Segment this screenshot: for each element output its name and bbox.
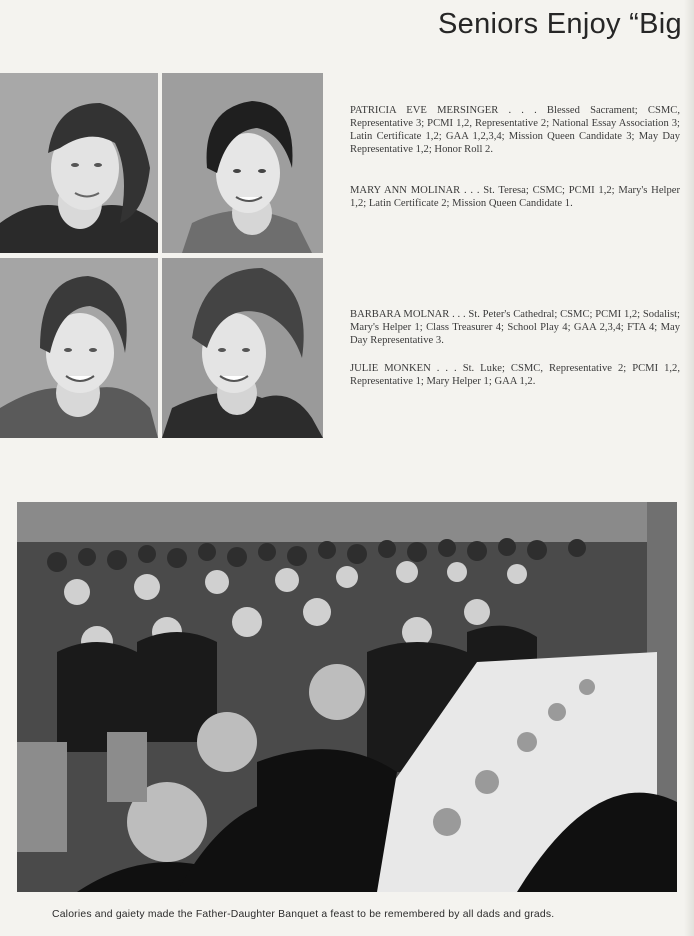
bio-mersinger: PATRICIA EVE MERSINGER . . . Blessed Sacrament; CSMC, Representative 3; PCMI 1,2, Representative 2; National Essay Association 3; Latin Certificate 1,2; GAA 1,2,3,4; Mission Queen Candidate 3; May Day Representative 1,2; Honor Roll 2. — [350, 105, 680, 155]
banquet-photo — [17, 502, 677, 892]
portrait-photo-mersinger — [0, 73, 158, 253]
page-edge-shadow — [684, 0, 694, 936]
page-headline: Seniors Enjoy “Big — [438, 8, 682, 40]
banquet-caption: Calories and gaiety made the Father-Daughter Banquet a feast to be remembered by all dads and grads. — [52, 909, 555, 920]
bio-molinar: MARY ANN MOLINAR . . . St. Teresa; CSMC; PCMI 1,2; Mary's Helper 1,2; Latin Certificate 2; Mission Queen Candidate 1. — [350, 185, 680, 209]
portrait-photo-molnar — [0, 258, 158, 438]
portrait-photo-molinar — [162, 73, 323, 253]
portrait-photo-monken — [162, 258, 323, 438]
bio-monken: JULIE MONKEN . . . St. Luke; CSMC, Representative 2; PCMI 1,2, Representative 1; Mary Helper 1; GAA 1,2. — [350, 363, 680, 387]
bio-molnar: BARBARA MOLNAR . . . St. Peter's Cathedral; CSMC; PCMI 1,2; Sodalist; Mary's Helper 1; Class Treasurer 4; School Play 4; GAA 2,3,4; FTA 4; May Day Representative 3. — [350, 309, 680, 346]
